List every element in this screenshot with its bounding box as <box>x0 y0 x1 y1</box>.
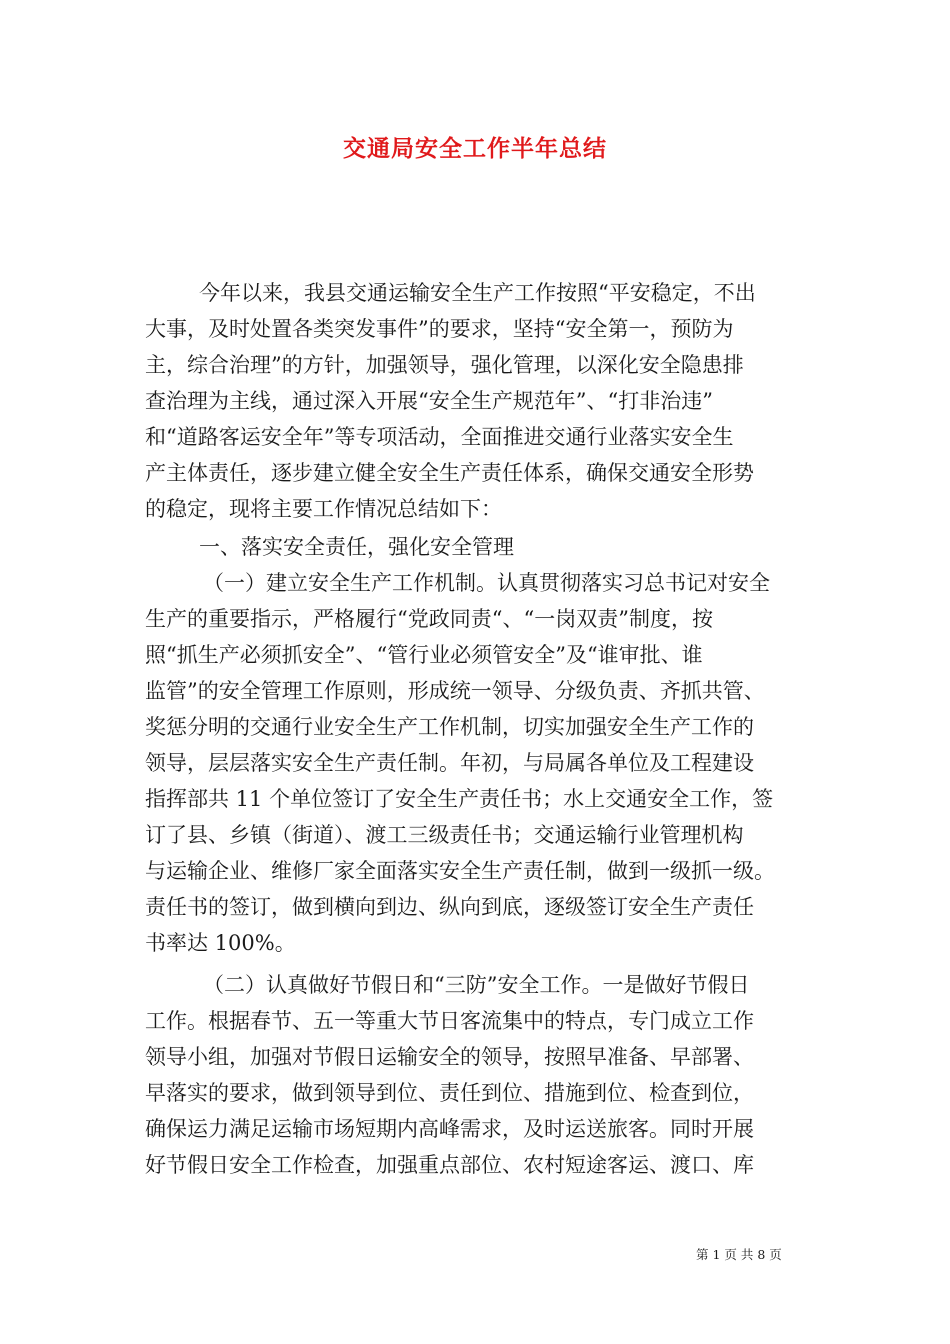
body-line: 照“抓生产必须抓安全”、“管行业必须管安全”及“谁审批、谁 <box>145 643 703 667</box>
body-line: 指挥部共 11 个单位签订了安全生产责任书；水上交通安全工作，签 <box>145 787 774 811</box>
body-line: 产主体责任，逐步建立健全安全生产责任体系，确保交通安全形势 <box>145 461 754 485</box>
body-line: 领导小组，加强对节假日运输安全的领导，按照早准备、早部署、 <box>145 1045 754 1069</box>
body-line: 今年以来，我县交通运输安全生产工作按照“平安稳定，不出 <box>199 281 756 305</box>
body-line: 好节假日安全工作检查，加强重点部位、农村短途客运、渡口、库 <box>145 1153 754 1177</box>
body-line: 生产的重要指示，严格履行“党政同责“、“一岗双责”制度，按 <box>145 607 713 631</box>
page-number: 第 1 页 共 8 页 <box>696 1247 782 1262</box>
body-line: （一）建立安全生产工作机制。认真贯彻落实习总书记对安全 <box>203 571 770 595</box>
body-line: 查治理为主线，通过深入开展“安全生产规范年”、“打非治违” <box>145 389 713 413</box>
body-line: 早落实的要求，做到领导到位、责任到位、措施到位、检查到位， <box>145 1081 754 1105</box>
document-title: 交通局安全工作半年总结 <box>343 135 607 162</box>
body-line: 大事，及时处置各类突发事件”的要求，坚持“安全第一，预防为 <box>145 317 734 341</box>
body-line: 监管”的安全管理工作原则，形成统一领导、分级负责、齐抓共管、 <box>145 679 765 703</box>
body-line: 责任书的签订，做到横向到边、纵向到底，逐级签订安全生产责任 <box>145 895 754 919</box>
body-line: 工作。根据春节、五一等重大节日客流集中的特点，专门成立工作 <box>145 1009 754 1033</box>
body-line: 书率达 100%。 <box>145 931 296 955</box>
body-line: 奖惩分明的交通行业安全生产工作机制，切实加强安全生产工作的 <box>145 715 754 739</box>
body-line: 主，综合治理”的方针，加强领导，强化管理，以深化安全隐患排 <box>145 353 744 377</box>
body-line: 领导，层层落实安全生产责任制。年初，与局属各单位及工程建设 <box>145 751 754 775</box>
body-line: 和“道路客运安全年”等专项活动，全面推进交通行业落实安全生 <box>145 425 734 449</box>
body-line: 与运输企业、维修厂家全面落实安全生产责任制，做到一级抓一级。 <box>145 859 775 883</box>
body-line: 确保运力满足运输市场短期内高峰需求，及时运送旅客。同时开展 <box>145 1117 754 1141</box>
section-heading: 一、落实安全责任，强化安全管理 <box>199 535 514 559</box>
body-line: 的稳定，现将主要工作情况总结如下： <box>145 497 502 521</box>
body-line: 订了县、乡镇（街道）、渡工三级责任书；交通运输行业管理机构 <box>145 823 744 847</box>
body-line: （二）认真做好节假日和“三防”安全工作。一是做好节假日 <box>203 973 750 997</box>
